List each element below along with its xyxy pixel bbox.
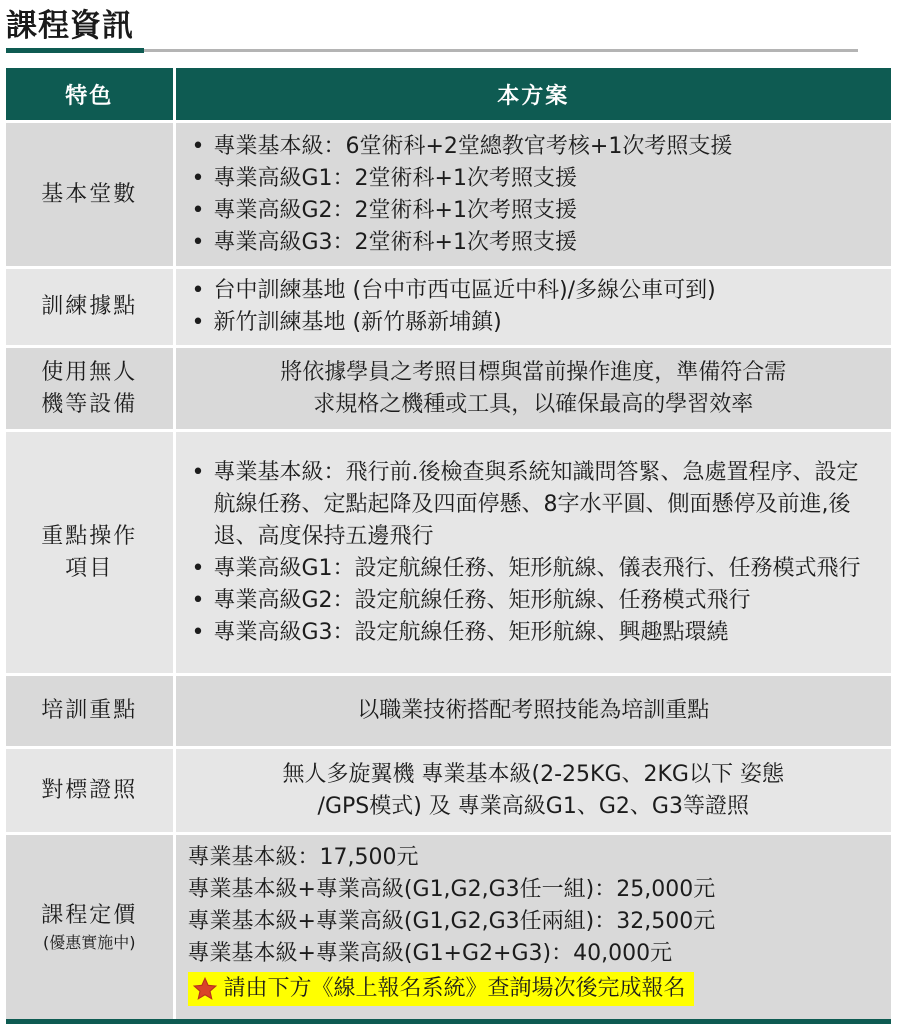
list-item: • 台中訓練基地 (台中市西屯區近中科)/多線公車可到): [214, 275, 880, 307]
content-line: 無人多旋翼機 專業基本級(2-25KG、2KG以下 姿態: [282, 761, 784, 787]
feature-cell: 培訓重點: [6, 675, 174, 748]
price-line: 專業基本級：17,500元: [187, 845, 419, 871]
price-line: 專業基本級+專業高級(G1,G2,G3任兩組)：32,500元: [187, 909, 716, 935]
price-line: 專業基本級+專業高級(G1,G2,G3任一組)：25,000元: [187, 877, 716, 903]
content-cell: [174, 834, 891, 1020]
feature-line: 使用無人: [41, 359, 138, 385]
content-cell: [174, 122, 891, 268]
list-item: • 專業基本級：6堂術科+2堂總教官考核+1次考照支援: [214, 131, 880, 163]
registration-callout-text: 請由下方《線上報名系統》查詢場次後完成報名: [223, 976, 686, 1002]
row-training-bases: [6, 268, 891, 347]
course-info-table: [6, 68, 891, 1020]
feature-line: 重點操作: [41, 523, 138, 549]
header-feature: 特色: [6, 68, 174, 122]
bullet-list: [188, 131, 880, 259]
feature-cell: 基本堂數: [6, 122, 174, 268]
content-cell: [174, 748, 891, 834]
feature-line: 機等設備: [41, 391, 138, 417]
content-cell: [174, 347, 891, 431]
list-item: • 新竹訓練基地 (新竹縣新埔鎮): [214, 307, 880, 339]
registration-callout: [188, 972, 694, 1006]
feature-cell: [6, 834, 174, 1020]
header-plan: 本方案: [174, 68, 891, 122]
list-item: • 專業高級G3：設定航線任務、矩形航線、興趣點環繞: [214, 617, 880, 649]
content-cell: [174, 268, 891, 347]
list-item: • 專業高級G2：設定航線任務、矩形航線、任務模式飛行: [214, 585, 880, 617]
feature-cell: 訓練據點: [6, 268, 174, 347]
row-target-license: [6, 748, 891, 834]
row-equipment: [6, 347, 891, 431]
feature-cell: [6, 431, 174, 675]
star-icon: [192, 976, 218, 1002]
row-pricing: [6, 834, 891, 1020]
content-line: 將依據學員之考照目標與當前操作進度，準備符合需: [280, 359, 787, 385]
bullet-list: [188, 457, 880, 649]
content-cell: [174, 431, 891, 675]
feature-line: 項目: [65, 555, 114, 581]
price-line: 專業基本級+專業高級(G1+G2+G3)：40,000元: [187, 941, 673, 967]
list-item: • 專業高級G1：2堂術科+1次考照支援: [214, 163, 880, 195]
list-item: • 專業高級G3：2堂術科+1次考照支援: [214, 227, 880, 259]
feature-cell: [6, 347, 174, 431]
feature-line: 課程定價: [41, 903, 138, 929]
bullet-list: [188, 275, 880, 339]
page-title: 課程資訊: [6, 8, 134, 44]
list-item: • 專業基本級：飛行前.後檢查與系統知識問答緊、急處置程序、設定航線任務、定點起降及四面停懸、8字水平圓、側面懸停及前進,後退、高度保持五邊飛行: [214, 457, 880, 553]
row-basic-sessions: [6, 122, 891, 268]
row-key-operations: [6, 431, 891, 675]
list-item: • 專業高級G1：設定航線任務、矩形航線、儀表飛行、任務模式飛行: [214, 553, 880, 585]
content-line: 求規格之機種或工具，以確保最高的學習效率: [313, 391, 754, 417]
title-accent-bar: [6, 48, 144, 53]
table-header-row: [6, 68, 891, 122]
bottom-border-bar: [6, 1019, 891, 1024]
feature-cell: 對標證照: [6, 748, 174, 834]
row-training-focus: [6, 675, 891, 748]
content-line: /GPS模式) 及 專業高級G1、G2、G3等證照: [317, 793, 749, 819]
content-cell: 以職業技術搭配考照技能為培訓重點: [174, 675, 891, 748]
list-item: • 專業高級G2：2堂術科+1次考照支援: [214, 195, 880, 227]
discount-note: (優惠實施中): [43, 933, 136, 953]
